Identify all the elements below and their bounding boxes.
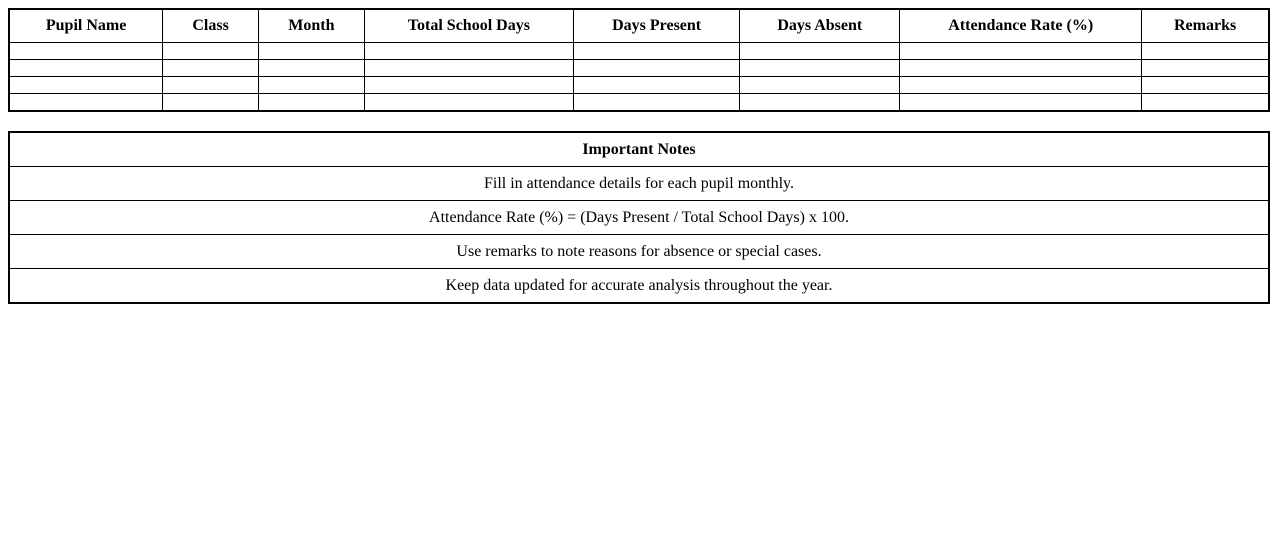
empty-cell <box>1142 60 1269 77</box>
empty-cell <box>258 94 364 112</box>
empty-cell <box>163 43 259 60</box>
note-row <box>9 201 1269 235</box>
column-header-total-school-days: Total School Days <box>364 9 573 43</box>
empty-cell <box>740 43 900 60</box>
empty-cell <box>740 60 900 77</box>
table-row <box>9 43 1269 60</box>
notes-title-row <box>9 132 1269 167</box>
empty-cell <box>163 60 259 77</box>
empty-cell <box>1142 94 1269 112</box>
column-header-class: Class <box>163 9 259 43</box>
empty-cell <box>364 43 573 60</box>
note-row <box>9 269 1269 304</box>
empty-cell <box>9 77 163 94</box>
empty-cell <box>900 77 1142 94</box>
note-item: Attendance Rate (%) = (Days Present / Total School Days) x 100. <box>9 201 1269 235</box>
empty-cell <box>258 43 364 60</box>
empty-cell <box>364 60 573 77</box>
column-header-attendance-rate: Attendance Rate (%) <box>900 9 1142 43</box>
empty-cell <box>740 94 900 112</box>
empty-cell <box>364 94 573 112</box>
empty-cell <box>573 77 739 94</box>
empty-cell <box>9 60 163 77</box>
table-row <box>9 94 1269 112</box>
important-notes-table <box>8 131 1270 304</box>
attendance-header-row <box>9 9 1269 43</box>
notes-title: Important Notes <box>9 132 1269 167</box>
empty-cell <box>163 77 259 94</box>
note-item: Fill in attendance details for each pupil monthly. <box>9 167 1269 201</box>
empty-cell <box>258 60 364 77</box>
empty-cell <box>900 60 1142 77</box>
column-header-pupil-name: Pupil Name <box>9 9 163 43</box>
empty-cell <box>573 94 739 112</box>
attendance-table <box>8 8 1270 112</box>
column-header-remarks: Remarks <box>1142 9 1269 43</box>
column-header-days-absent: Days Absent <box>740 9 900 43</box>
note-row <box>9 167 1269 201</box>
empty-cell <box>9 43 163 60</box>
column-header-month: Month <box>258 9 364 43</box>
column-header-days-present: Days Present <box>573 9 739 43</box>
empty-cell <box>1142 77 1269 94</box>
empty-cell <box>258 77 364 94</box>
empty-cell <box>900 94 1142 112</box>
table-row <box>9 77 1269 94</box>
empty-cell <box>740 77 900 94</box>
note-row <box>9 235 1269 269</box>
note-item: Keep data updated for accurate analysis throughout the year. <box>9 269 1269 304</box>
empty-cell <box>163 94 259 112</box>
note-item: Use remarks to note reasons for absence or special cases. <box>9 235 1269 269</box>
empty-cell <box>1142 43 1269 60</box>
empty-cell <box>573 43 739 60</box>
empty-cell <box>364 77 573 94</box>
empty-cell <box>573 60 739 77</box>
table-row <box>9 60 1269 77</box>
empty-cell <box>9 94 163 112</box>
empty-cell <box>900 43 1142 60</box>
